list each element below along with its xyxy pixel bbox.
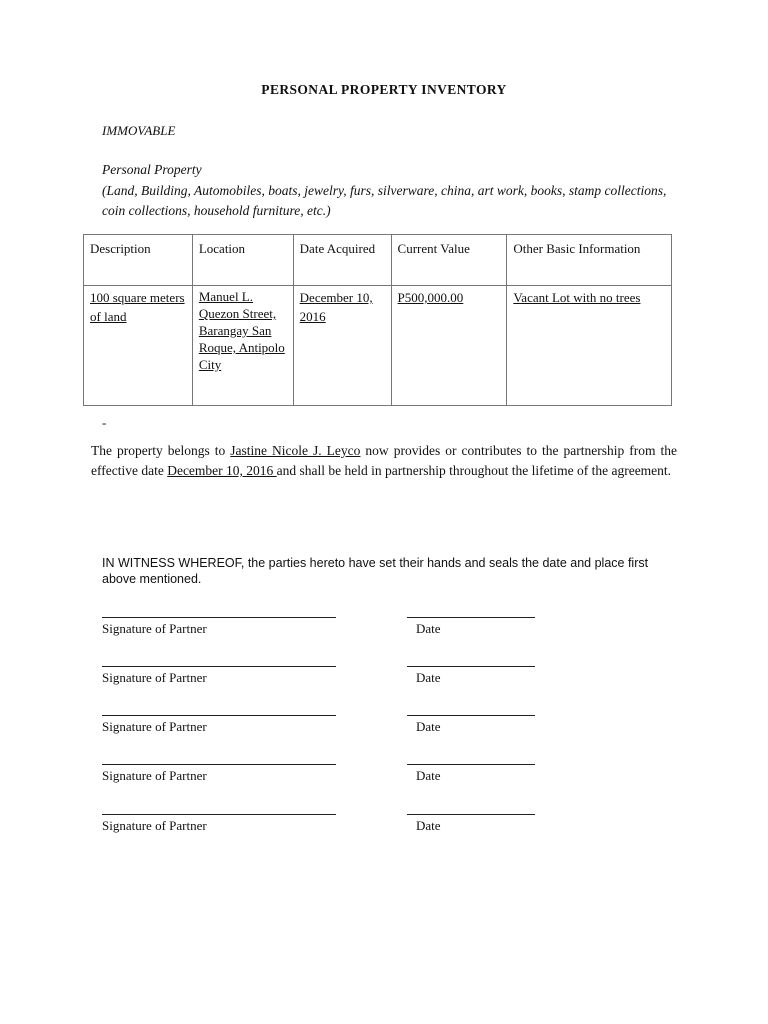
cell-description: 100 square meters of land [84,286,193,406]
signature-row [0,715,768,745]
signature-label: Signature of Partner [102,670,207,685]
property-label: Personal Property [102,162,202,177]
property-examples: (Land, Building, Automobiles, boats, jewelry, furs, silverware, china, art work, books, stamp collections, coin collections, household furniture, etc.) [102,183,667,218]
header-date-acquired: Date Acquired [293,235,391,286]
date-line[interactable] [407,617,535,618]
signature-line[interactable] [102,715,336,716]
signature-label: Signature of Partner [102,621,207,636]
signature-line[interactable] [102,764,336,765]
owner-name: Jastine Nicole J. Leyco [230,443,361,458]
signature-line[interactable] [102,666,336,667]
signature-row [0,666,768,696]
signature-row [0,764,768,794]
effective-date: December 10, 2016 [167,463,277,478]
signature-row [0,617,768,647]
signature-row [0,814,768,844]
date-label: Date [416,719,441,734]
header-current-value: Current Value [391,235,507,286]
dash-mark: - [102,415,107,430]
signature-line[interactable] [102,814,336,815]
date-line[interactable] [407,764,535,765]
signature-label: Signature of Partner [102,719,207,734]
date-label: Date [416,621,441,636]
ownership-paragraph: The property belongs to Jastine Nicole J. Leyco now provides or contributes to the partnership from the effective date December 10, 2016 and shall be held in partnership throughout the lifetime of the agreement. [91,443,677,478]
witness-clause: IN WITNESS WHEREOF, the parties hereto have set their hands and seals the date and place first above mentioned. [102,556,649,586]
category-label: IMMOVABLE [102,123,176,138]
header-description: Description [84,235,193,286]
date-label: Date [416,768,441,783]
table-row [84,286,672,406]
header-location: Location [192,235,293,286]
date-line[interactable] [407,666,535,667]
cell-current-value: P500,000.00 [391,286,507,406]
cell-other-info: Vacant Lot with no trees [507,286,672,406]
document-title: PERSONAL PROPERTY INVENTORY [261,82,507,97]
cell-date-acquired: December 10, 2016 [293,286,391,406]
signature-line[interactable] [102,617,336,618]
header-other-info: Other Basic Information [507,235,672,286]
table-header-row [84,235,672,286]
date-label: Date [416,818,441,833]
date-line[interactable] [407,814,535,815]
date-label: Date [416,670,441,685]
cell-location: Manuel L. Quezon Street, Barangay San Roque, Antipolo City [192,286,293,406]
date-line[interactable] [407,715,535,716]
signature-label: Signature of Partner [102,768,207,783]
inventory-table [83,234,672,406]
signature-label: Signature of Partner [102,818,207,833]
